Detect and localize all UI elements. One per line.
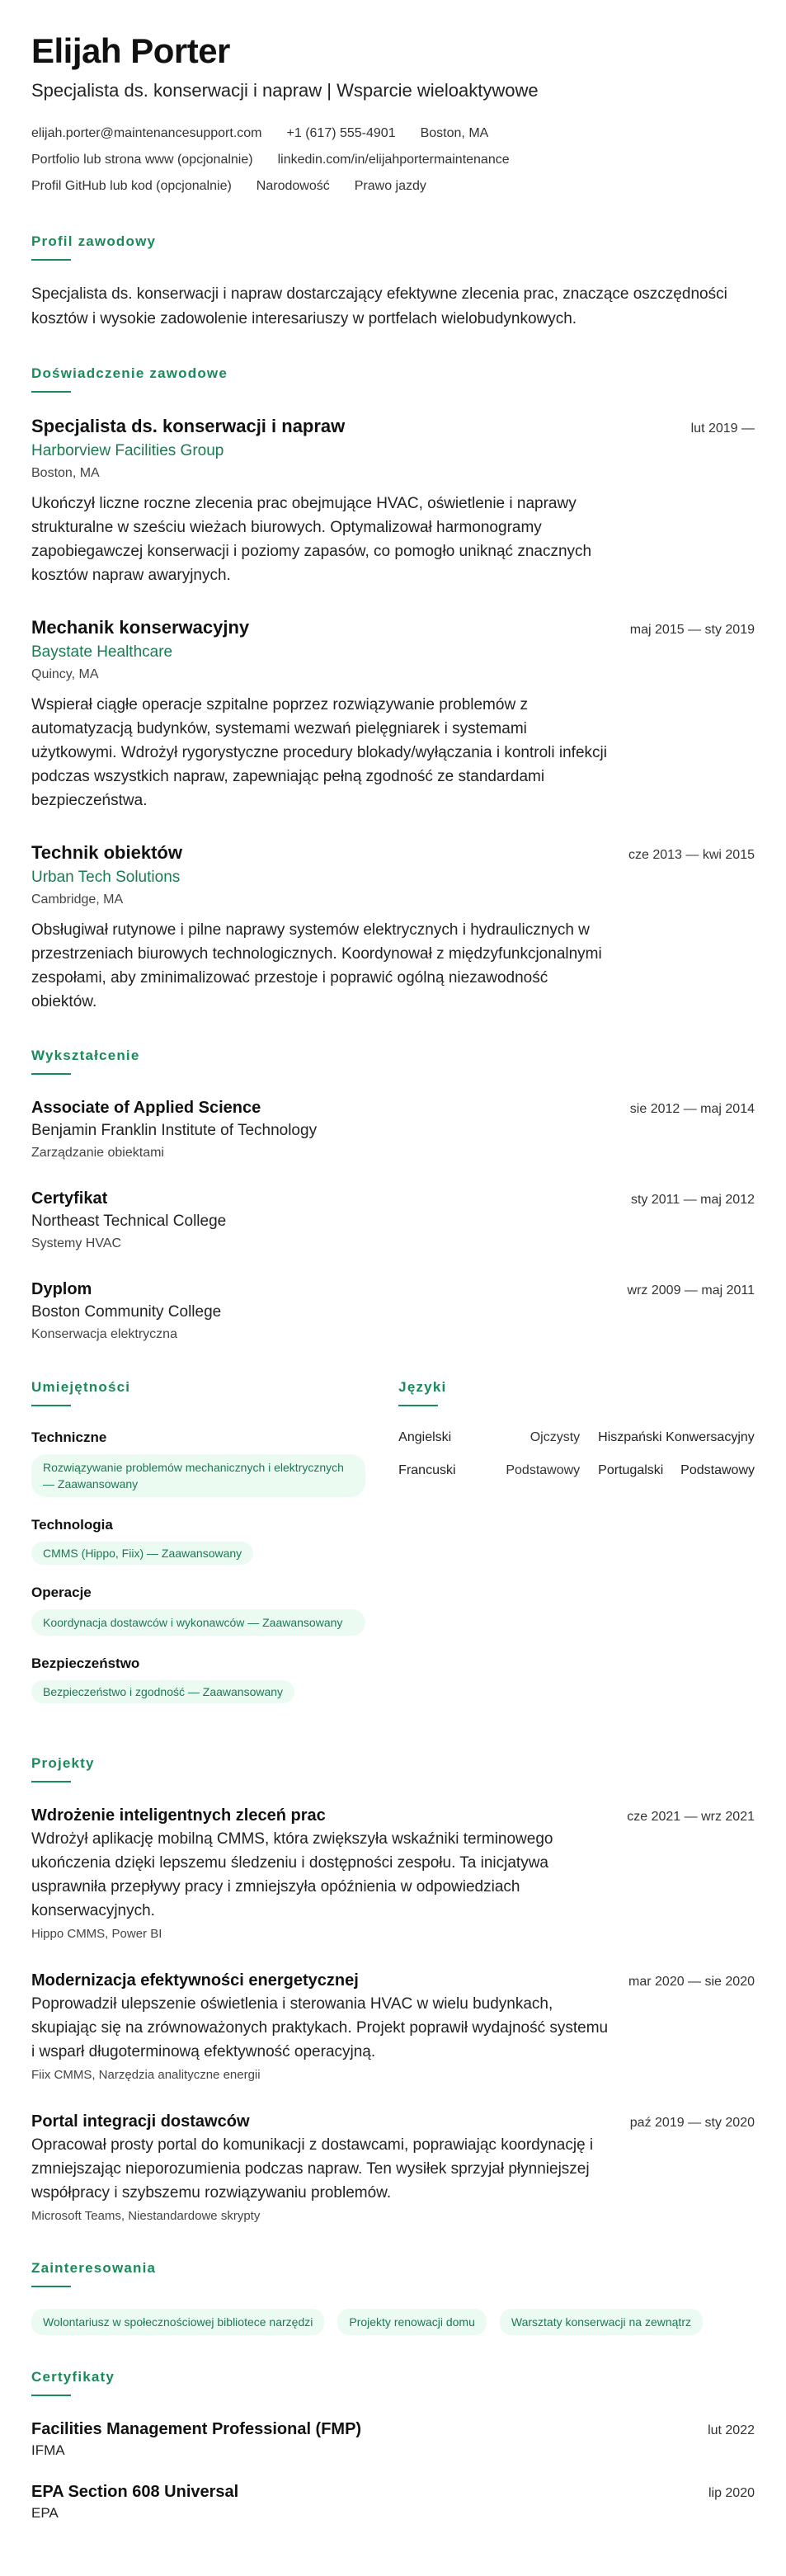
job-dates: cze 2013 — kwi 2015 [628, 848, 755, 862]
education-school: Benjamin Franklin Institute of Technology [31, 1122, 318, 1139]
section-title: Wykształcenie [31, 1048, 140, 1063]
education-degree: Dyplom [31, 1280, 92, 1298]
contact-location: Boston, MA [420, 126, 489, 140]
contact-portfolio[interactable]: Portfolio lub strona www (opcjonalnie) [31, 153, 253, 167]
project-description: Opracował prosty portal do komunikacji z dostawcami, poprawiając koordynację i zmniejszając nieporozumienia podczas napraw. Ten wysiłek sprzyjał płynniejszej współpracy i szybszemu rozwiązywaniu problemów. [31, 2136, 594, 2202]
language-level: Podstawowy [506, 1463, 581, 1477]
resume-header [31, 31, 755, 200]
project-title: Modernizacja efektywności energetycznej [31, 1971, 359, 1990]
contact-row [31, 147, 755, 173]
education-entry [31, 1096, 755, 1164]
contact-nationality: Narodowość [256, 179, 330, 193]
project-technologies: Hippo CMMS, Power BI [31, 1927, 162, 1941]
languages-column [398, 1378, 755, 1721]
candidate-name: Elijah Porter [31, 31, 230, 70]
education-dates: wrz 2009 — maj 2011 [627, 1283, 755, 1297]
profile-section [31, 233, 755, 332]
interests-section [31, 2259, 755, 2335]
job-title: Mechanik konserwacyjny [31, 617, 250, 638]
project-description: Wdrożył aplikację mobilną CMMS, która zwiększyła wskaźniki terminowego ukończenia dzięki lepszemu śledzeniu i dostępności zespołu. Ta inicjatywa usprawniła przepływy pracy i zmniejszyła opóźnienia w odpowiedziach konserwacyjnych. [31, 1830, 553, 1919]
certificate-entry [31, 2418, 755, 2461]
project-title: Wdrożenie inteligentnych zleceń prac [31, 1806, 326, 1825]
job-location: Boston, MA [31, 466, 100, 480]
contact-info [31, 120, 755, 200]
skill-category: Technologia [31, 1517, 113, 1533]
job-company: Urban Tech Solutions [31, 869, 181, 886]
section-divider [398, 1405, 438, 1406]
skill-group [31, 1583, 365, 1636]
language-level: Podstawowy [680, 1463, 755, 1477]
profile-summary: Specjalista ds. konserwacji i napraw dostarczający efektywne zlecenia prac, znaczące oszczędności kosztów i wysokie zadowolenie interesariuszy w portfelach wielobudynkowych. [31, 285, 727, 327]
project-technologies: Fiix CMMS, Narzędzia analityczne energii [31, 2068, 261, 2082]
education-entry [31, 1187, 755, 1255]
certificate-name: EPA Section 608 Universal [31, 2483, 239, 2501]
job-title: Technik obiektów [31, 842, 182, 863]
section-title: Certyfikaty [31, 2369, 115, 2385]
interest-tag: Warsztaty konserwacji na zewnątrz [500, 2309, 703, 2335]
section-divider [31, 1405, 71, 1406]
education-field: Systemy HVAC [31, 1236, 122, 1250]
language-name: Angielski [398, 1430, 452, 1444]
job-entry [31, 841, 755, 1014]
contact-row [31, 173, 755, 200]
job-description: Ukończył liczne roczne zlecenia prac obejmujące HVAC, oświetlenie i naprawy strukturalne w sześciu wieżach biurowych. Optymalizował harmonogramy zapobiegawczej konserwacji i poziomy zapasów, co pomogło uniknąć znacznych kosztów napraw awaryjnych. [31, 495, 592, 584]
job-location: Quincy, MA [31, 667, 99, 681]
project-dates: mar 2020 — sie 2020 [628, 1975, 755, 1989]
project-entry [31, 2110, 755, 2226]
language-level: Ojczysty [529, 1430, 581, 1444]
certificate-name: Facilities Management Professional (FMP) [31, 2420, 362, 2438]
section-divider [31, 391, 71, 393]
contact-email[interactable]: elijah.porter@maintenancesupport.com [31, 126, 262, 140]
section-title: Zainteresowania [31, 2260, 157, 2276]
section-divider [31, 1781, 71, 1782]
project-title: Portal integracji dostawców [31, 2112, 250, 2131]
section-title: Projekty [31, 1755, 95, 1771]
section-title: Języki [398, 1379, 447, 1395]
education-degree: Associate of Applied Science [31, 1099, 261, 1117]
job-description: Wspierał ciągłe operacje szpitalne poprzez rozwiązywanie problemów z automatyzacją budynków, systemami wezwań pielęgniarek i systemami użytkowymi. Wdrożył rygorystyczne procedury blokady/wyłączania i kontroli infekcji podczas wszystkich napraw, zapewniając pełną zgodność ze standardami bezpieczeństwa. [31, 696, 607, 809]
project-dates: paź 2019 — sty 2020 [629, 2116, 755, 2130]
contact-row [31, 120, 755, 147]
project-entry [31, 1969, 755, 2085]
job-title: Specjalista ds. konserwacji i napraw [31, 416, 346, 436]
skills-column [31, 1378, 365, 1721]
certificate-entry [31, 2480, 755, 2523]
projects-section [31, 1754, 755, 2226]
skill-group [31, 1515, 365, 1565]
skill-tag: Koordynacja dostawców i wykonawców — Zaawansowany [31, 1609, 365, 1636]
certificate-issuer: EPA [31, 2505, 59, 2521]
education-dates: sie 2012 — maj 2014 [629, 1102, 755, 1116]
skill-tag: Rozwiązywanie problemów mechanicznych i elektrycznych — Zaawansowany [31, 1454, 365, 1497]
language-name: Hiszpański [598, 1430, 662, 1444]
certificate-issuer: IFMA [31, 2442, 65, 2458]
experience-section [31, 365, 755, 1014]
education-degree: Certyfikat [31, 1189, 108, 1208]
section-title: Profil zawodowy [31, 233, 157, 249]
project-description: Poprowadził ulepszenie oświetlenia i sterowania HVAC w wielu budynkach, skupiając się na zrównoważonych praktykach. Projekt poprawił wydajność systemu i wsparł długoterminową efektywność operacyjną. [31, 1995, 609, 2060]
section-divider [31, 259, 71, 261]
language-name: Portugalski [598, 1463, 664, 1477]
skill-category: Operacje [31, 1585, 92, 1600]
section-title: Umiejętności [31, 1379, 131, 1395]
education-dates: sty 2011 — maj 2012 [630, 1193, 755, 1207]
skill-group [31, 1654, 365, 1703]
education-school: Boston Community College [31, 1303, 222, 1321]
interest-list [31, 2309, 755, 2335]
job-entry [31, 414, 755, 587]
job-dates: lut 2019 — [690, 421, 755, 436]
certificate-date: lut 2022 [708, 2423, 755, 2437]
contact-driving-license: Prawo jazdy [354, 179, 426, 193]
skill-category: Techniczne [31, 1429, 107, 1445]
contact-phone[interactable]: +1 (617) 555-4901 [286, 126, 396, 140]
contact-linkedin[interactable]: linkedin.com/in/elijahportermaintenance [277, 153, 510, 167]
job-description: Obsługiwał rutynowe i pilne naprawy systemów elektrycznych i hydraulicznych w przestrzeniach biurowych technologicznych. Koordynował z międzyfunkcjonalnymi zespołami, aby zminimalizować przestoje i poprawić ogólną niezawodność obiektów. [31, 921, 602, 1010]
job-company: Harborview Facilities Group [31, 442, 224, 459]
certificates-section [31, 2368, 755, 2523]
certificate-date: lip 2020 [708, 2486, 755, 2500]
section-title: Doświadczenie zawodowe [31, 365, 228, 381]
job-location: Cambridge, MA [31, 892, 124, 907]
education-entry [31, 1278, 755, 1345]
section-divider [31, 1073, 71, 1075]
skills-languages-section [31, 1378, 755, 1721]
language-row [398, 1428, 755, 1448]
language-level: Konwersacyjny [666, 1430, 755, 1444]
project-dates: cze 2021 — wrz 2021 [627, 1810, 755, 1824]
language-name: Francuski [398, 1463, 456, 1477]
education-school: Northeast Technical College [31, 1213, 227, 1230]
education-field: Zarządzanie obiektami [31, 1146, 164, 1160]
section-divider [31, 2395, 71, 2396]
project-technologies: Microsoft Teams, Niestandardowe skrypty [31, 2209, 261, 2223]
job-entry [31, 615, 755, 812]
contact-github[interactable]: Profil GitHub lub kod (opcjonalnie) [31, 179, 232, 193]
skill-group [31, 1428, 365, 1497]
skill-tag: CMMS (Hippo, Fiix) — Zaawansowany [31, 1542, 253, 1565]
job-dates: maj 2015 — sty 2019 [629, 623, 755, 637]
section-divider [31, 2286, 71, 2287]
education-field: Konserwacja elektryczna [31, 1327, 177, 1341]
education-section [31, 1047, 755, 1345]
interest-tag: Projekty renowacji domu [337, 2309, 487, 2335]
project-entry [31, 1804, 755, 1944]
language-row [398, 1461, 755, 1481]
candidate-headline: Specjalista ds. konserwacji i napraw | Wsparcie wieloaktywowe [31, 80, 539, 101]
skill-category: Bezpieczeństwo [31, 1655, 140, 1671]
job-company: Baystate Healthcare [31, 643, 173, 661]
interest-tag: Wolontariusz w społecznościowej bibliotece narzędzi [31, 2309, 324, 2335]
skill-tag: Bezpieczeństwo i zgodność — Zaawansowany [31, 1680, 294, 1703]
